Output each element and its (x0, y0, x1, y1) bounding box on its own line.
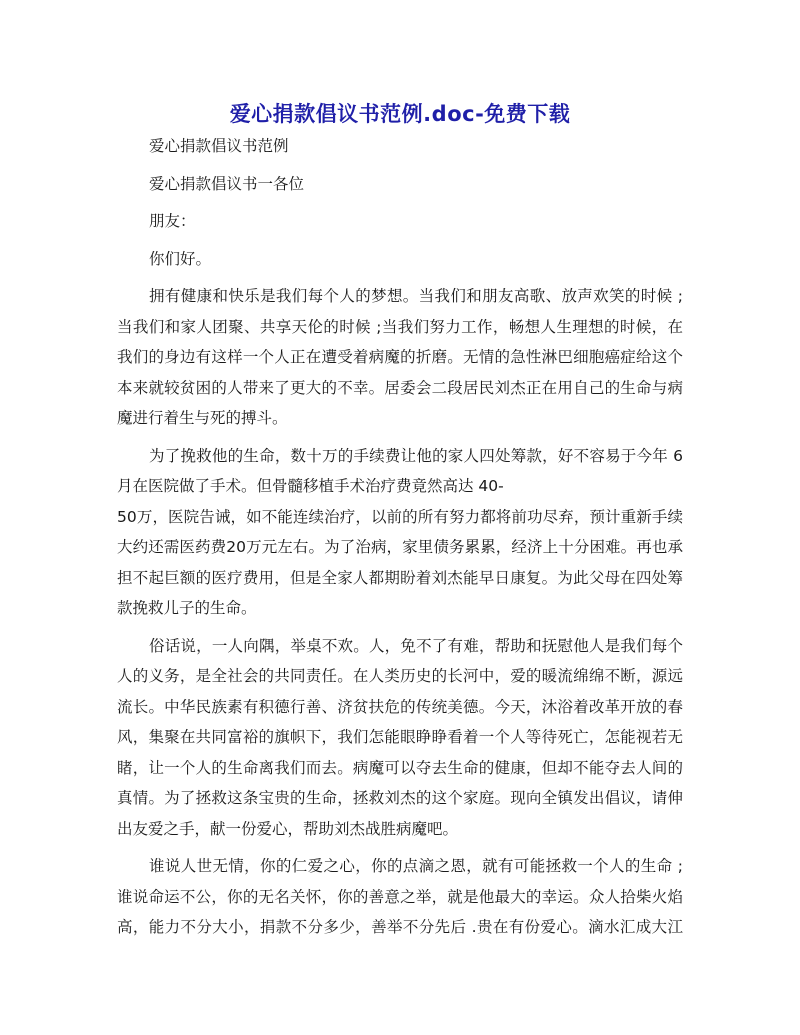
text-line: 俗话说，一人向隅，举桌不欢。人，免不了有难，帮助和抚慰他人是我们每个 (149, 636, 683, 655)
text-line: 睹，让一个人的生命离我们而去。病魔可以夺去生命的健康，但却不能夺去人间的 (117, 758, 683, 777)
text-line: 拥有健康和快乐是我们每个人的梦想。当我们和朋友高歌、放声欢笑的时候 ; (149, 287, 683, 305)
paragraph-1 (117, 281, 683, 434)
text-line: 款挽救儿子的生命。 (117, 599, 257, 617)
text-line: 谁说命运不公，你的无名关怀，你的善意之举，就是他最大的幸运。众人拾柴火焰 (117, 887, 683, 906)
text-line: 魔进行着生与死的搏斗。 (117, 409, 288, 427)
text-line: 出友爱之手，献一份爱心，帮助刘杰战胜病魔吧。 (117, 819, 459, 838)
paragraph-3 (117, 631, 683, 845)
text-line: 真情。为了拯救这条宝贵的生命，拯救刘杰的这个家庭。现向全镇发出倡议，请伸 (117, 789, 683, 807)
text-line: 当我们和家人团聚、共享天伦的时候 ;当我们努力工作，畅想人生理想的时候，在 (117, 317, 683, 336)
heading-line: 爱心捐款倡议书范例 (149, 137, 289, 155)
document-body (117, 131, 683, 950)
salutation-line: 朋友： (149, 212, 196, 230)
text-line: 50万，医院告诫，如不能连续治疗，以前的所有努力都将前功尽弃，预计重新手续 (117, 507, 683, 526)
text-line: 本来就较贫困的人带来了更大的不幸。居委会二段居民刘杰正在用自己的生命与病 (117, 378, 683, 397)
text-line: 担不起巨额的医疗费用，但是全家人都期盼着刘杰能早日康复。为此父母在四处筹 (117, 568, 683, 587)
paragraph-2 (117, 441, 683, 624)
text-line: 为了挽救他的生命，数十万的手续费让他的家人四处筹款，好不容易于今年 6 (149, 446, 683, 465)
text-line: 大约还需医药费20万元左右。为了治病，家里债务累累，经济上十分困难。再也承 (117, 538, 683, 556)
text-line: 流长。中华民族素有积德行善、济贫扶危的传统美德。今天，沐浴着改革开放的春 (117, 697, 683, 716)
text-line: 高，能力不分大小，捐款不分多少，善举不分先后 .贵在有份爱心。滴水汇成大江 (117, 918, 683, 936)
greeting-line: 你们好。 (149, 249, 212, 268)
text-line: 我们的身边有这样一个人正在遭受着病魔的折磨。无情的急性淋巴细胞癌症给这个 (117, 348, 683, 366)
text-line: 月在医院做了手术。但骨髓移植手术治疗费竟然高达 40- (117, 477, 504, 495)
document-title: 爱心捐款倡议书范例.doc-免费下载 (229, 102, 571, 126)
text-line: 人的义务，是全社会的共同责任。在人类历史的长河中，爱的暖流绵绵不断，源远 (117, 667, 683, 685)
text-line: 谁说人世无情，你的仁爱之心，你的点滴之恩，就有可能拯救一个人的生命 ; (149, 857, 683, 875)
subheading-line: 爱心捐款倡议书一各位 (149, 174, 305, 193)
text-line: 风，集聚在共同富裕的旗帜下，我们怎能眼睁睁看着一个人等待死亡，怎能视若无 (117, 728, 683, 746)
paragraph-4 (117, 851, 683, 943)
